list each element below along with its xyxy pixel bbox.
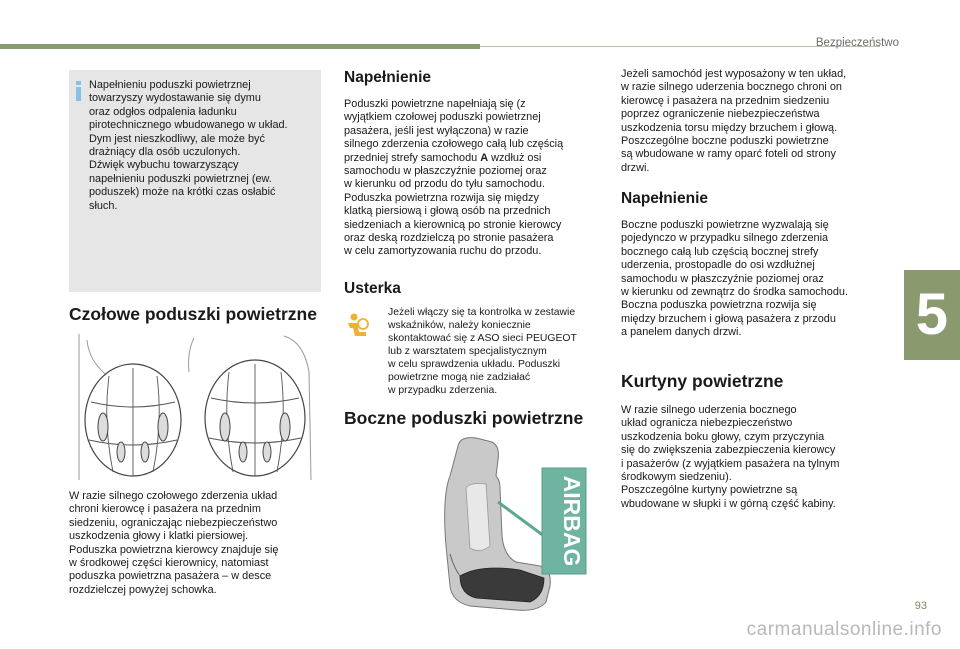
inflation-heading: Napełnienie	[344, 69, 431, 86]
side-airbags-heading: Boczne poduszki powietrzne	[344, 408, 584, 428]
fault-text: Jeżeli włączy się ta kontrolka w zestawie wskaźników, należy koniecznie skontaktować się z ASO sieci PEUGEOT lub z warsztatem specjalistycznym w celu sprawdzenia układu. Poduszki powietrzne mogą nie zadziałać w przypadku zderzenia.	[388, 307, 577, 396]
inflation-text: Poduszki powietrzne napełniają się (z wyjątkiem czołowej poduszki powietrznej pasażera, jeśli jest wyłączona) w razie silnego zderzenia czołowego całą lub częścią przedniej strefy samochodu A wzdłuż osi samochodu w płaszczyźnie poziomej oraz w kierunku od przodu do tyłu samochodu. Poduszka powietrzna rozwija się między klatką piersiową i głową osób na przednich siedzeniach a kierownicą po stronie kierowcy oraz deską rozdzielczą po stronie pasażera w celu zamortyzowania ruchu do przodu.	[344, 98, 564, 258]
side-airbags-text: Jeżeli samochód jest wyposażony w ten układ, w razie silnego uderzenia bocznego chroni on kierowcę i pasażera na przednim siedzeniu poprzez ograniczenie niebezpieczeństwa uszkodzenia torsu między brzuchem i głową. Poszczególne boczne poduszki powietrzne są wbudowane w ramy oparć foteli od strony drzwi.	[621, 68, 847, 174]
info-note-text: Napełnieniu poduszki powietrznej towarzyszy wydostawanie się dymu oraz odgłos odpalenia ładunku pirotechnicznego wbudowanego w układ. Dym jest nieszkodliwy, ale może być drażniący dla osób uczulonych. Dźwięk wybuchu towarzyszący napełnieniu poduszki powietrznej (ew. poduszek) może na krótki czas osłabić słuch.	[89, 79, 288, 212]
info-note	[69, 70, 321, 292]
frontal-airbags-heading: Czołowe poduszki powietrzne	[69, 304, 317, 324]
side-inflation-text: Boczne poduszki powietrzne wyzwalają się pojedynczo w przypadku silnego zderzenia bocznego całą lub częścią bocznej strefy uderzenia, prostopadle do osi wzdłużnej samochodu w płaszczyźnie poziomej oraz w kierunku od zewnątrz do środka samochodu. Boczna poduszka powietrzna rozwija się między brzuchem i głową pasażera z przodu a panelem danych drzwi.	[621, 219, 849, 339]
airbag-label: AIRBAG	[559, 475, 585, 567]
curtain-airbags-text: W razie silnego uderzenia bocznego układ ogranicza niebezpieczeństwo uszkodzenia boku głowy, czym przyczynia się do zwiększenia zabezpieczenia kierowcy i pasażerów (z wyjątkiem pasażera na tylnym środkowym siedzeniu). Poszczególne kurtyny powietrzne są wbudowane w słupki i w górną część kabiny.	[621, 404, 840, 510]
side-inflation-heading: Napełnienie	[621, 190, 708, 207]
chapter-number: 5	[915, 282, 948, 347]
watermark: carmanualsonline.info	[746, 619, 942, 640]
curtain-airbags-heading: Kurtyny powietrzne	[621, 371, 784, 391]
page-number: 93	[914, 600, 927, 612]
section-title: Bezpieczeństwo	[815, 37, 899, 49]
info-icon	[76, 81, 82, 100]
airbag-warning-icon	[344, 312, 370, 338]
zone-marker: A	[480, 151, 489, 164]
frontal-airbag-illustration	[69, 332, 319, 480]
fault-heading: Usterka	[344, 280, 401, 297]
seat-airbag-illustration	[420, 436, 600, 612]
frontal-airbags-text: W razie silnego czołowego zderzenia układ chroni kierowcę i pasażera na przednim siedzeniu, ograniczając niebezpieczeństwo uszkodzenia głowy i klatki piersiowej. Poduszka powietrzna kierowcy znajduje się w środkowej części kierownicy, natomiast poduszka powietrzna pasażera – w desce rozdzielczej powyżej schowka.	[69, 490, 279, 596]
header-accent-bar	[0, 44, 480, 49]
